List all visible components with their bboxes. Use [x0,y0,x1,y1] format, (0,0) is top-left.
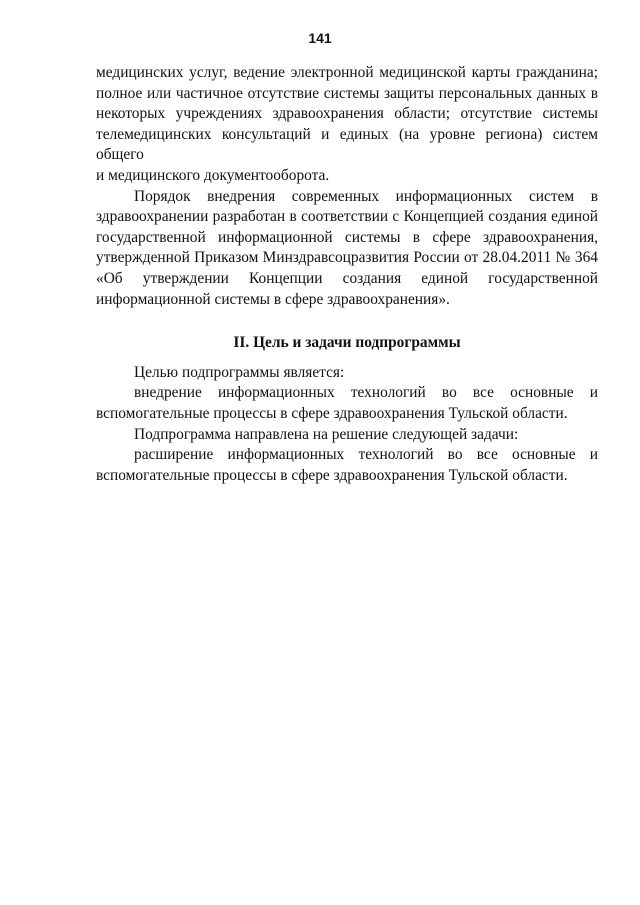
text-line: вспомогательные процессы в сфере здравоохранения Тульской области. [96,404,568,422]
text-line: полное или частичное отсутствие системы защиты персональных данных в [96,84,598,102]
paragraph-implementation-order [96,187,598,311]
text-line: расширение информационных технологий во все основные и [134,446,598,464]
page-number: 141 [308,30,332,46]
text-line: утвержденной Приказом Минздравсоцразвития России от 28.04.2011 № 364 [96,249,598,267]
text-line: медицинских услуг, ведение электронной медицинской карты гражданина; [96,64,598,81]
task-text [96,445,598,486]
paragraph-continuation [96,63,598,187]
text-line: здравоохранении разработан в соответствии с Концепцией создания единой [96,208,598,226]
text-line: телемедицинских консультаций и единых (на уровне региона) систем общего [96,125,598,164]
text-line: некоторых учреждениях здравоохранения области; отсутствие системы [96,105,598,123]
document-body [96,63,598,486]
text-line: и медицинского документооборота. [96,166,330,184]
text-line: информационной системы в сфере здравоохранения». [96,290,450,308]
task-intro: Подпрограмма направлена на решение следующей задачи: [134,425,519,443]
text-line: внедрение информационных технологий во все основные и [134,384,598,402]
goal-text [96,383,598,424]
text-line: «Об утверждении Концепции создания единой государственной [96,269,598,287]
text-line: государственной информационной системы в сфере здравоохранения, [96,228,598,246]
goal-intro: Целью подпрограммы является: [134,363,345,381]
text-line: вспомогательные процессы в сфере здравоохранения Тульской области. [96,466,568,484]
section-heading: II. Цель и задачи подпрограммы [233,334,461,352]
text-line: Порядок внедрения современных информационных систем в [134,187,598,205]
